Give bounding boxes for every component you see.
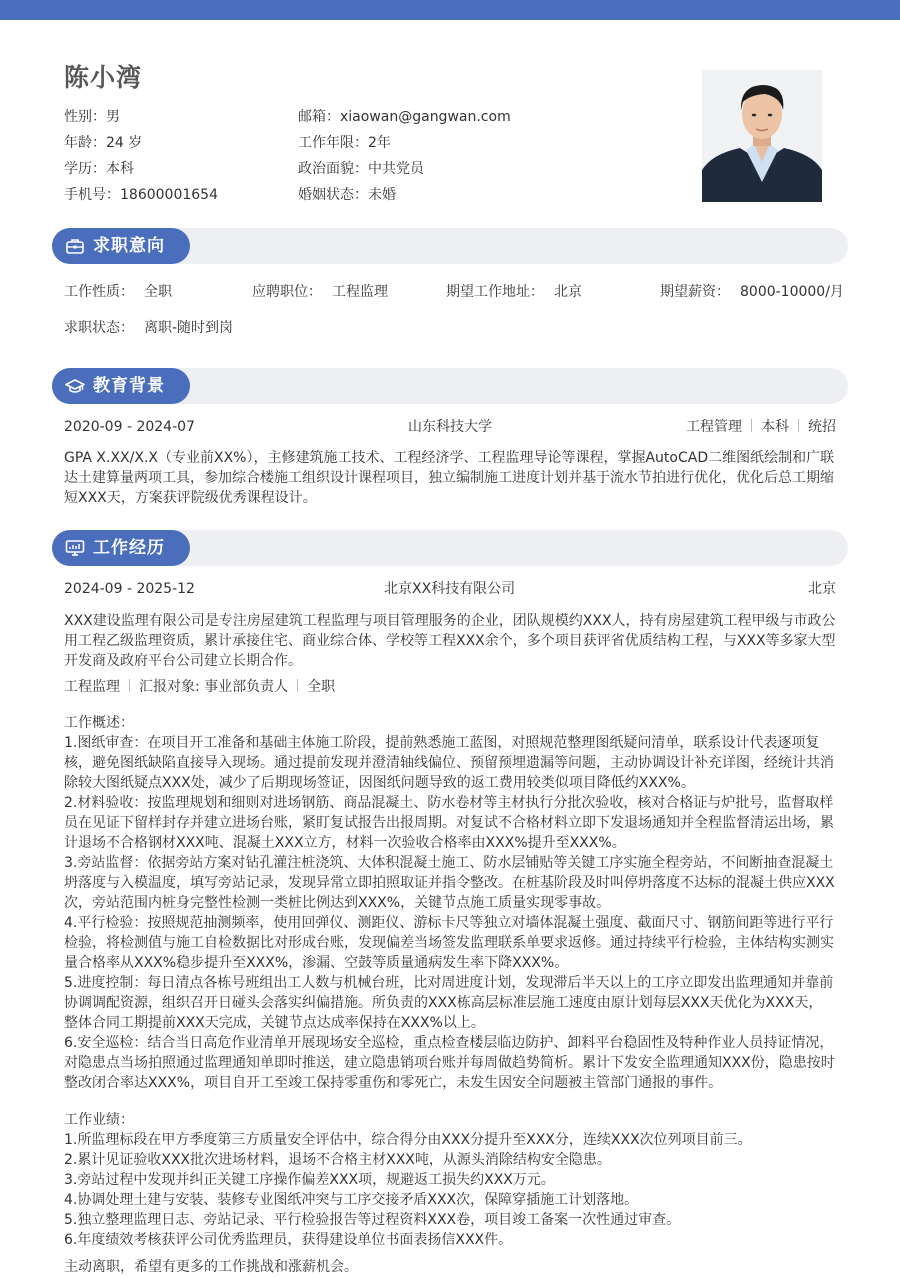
section-header-education [52,368,848,404]
divider [297,679,298,692]
education-description [64,448,836,508]
section-title: 求职意向 [93,236,165,256]
education-label: 学历： [64,161,106,177]
years-label: 工作年限： [298,135,368,151]
work-row [64,579,836,599]
info-row-3 [64,156,624,182]
position-value: 工程监理 [332,284,388,300]
leave-reason [64,1257,836,1277]
admission-type: 统招 [808,419,836,435]
years-value: 2年 [368,135,391,151]
education-tags [686,417,836,437]
phone-field [64,182,218,208]
personal-info [64,104,624,208]
email-field [298,104,511,130]
marital-label: 婚姻状态： [298,187,368,203]
years-field [298,130,391,156]
phone-value: 18600001654 [120,187,218,203]
marital-field [298,182,396,208]
company-description [64,611,836,671]
overview-item: 2.材料验收：按监理规划和细则对进场钢筋、商品混凝土、防水卷材等主材执行分批次验收，核对合格证与炉批号，监督取样员在见证下留样封存并建立进场台账，紧盯复试报告出报周期。对复试不合格材料立即下发退场通知并全程监督清运出场，累计退场不合格钢材XXX吨、混凝土XXX立方，材料一次验收合格率由XXX%提升至XXX%。 [64,795,834,851]
overview-item: 6.安全巡检：结合当日高危作业清单开展现场安全巡检，重点检查楼层临边防护、卸料平台稳固性及特种作业人员持证情况，对隐患点当场拍照通过监理通知单即时推送，建立隐患销项台账并每周做趋势简析。累计下发安全监理通知XXX份，隐患按时整改闭合率达XXX%，项目自开工至竣工保持零重伤和零死亡，未发生因安全问题被主管部门通报的事件。 [64,1035,835,1091]
education-description-text: GPA X.XX/X.X（专业前XX%），主修建筑施工技术、工程经济学、工程监理导论等课程，掌握AutoCAD二维图纸绘制和广联达土建算量两项工具，参加综合楼施工组织设计课程项目，独立编制施工进度计划并基于流水节拍进行优化，优化后总工期缩短XXX天，方案获评院级优秀课程设计。 [64,450,835,506]
overview-item: 5.进度控制：每日清点各栋号班组出工人数与机械台班，比对周进度计划，发现滞后半天以上的工序立即发出监理通知并靠前协调调配资源，组织召开日碰头会落实纠偏措施。所负责的XXX栋高层标准层施工速度由原计划每层XXX天优化为XXX天，整体合同工期提前XXX天完成，关键节点达成率保持在XXX%以上。 [64,975,834,1031]
location-label: 期望工作地址： [446,284,544,300]
work-city: 北京 [808,581,836,597]
achievement-item: 1.所监理标段在甲方季度第三方质量安全评估中，综合得分由XXX分提升至XXX分，连续XXX次位列项目前三。 [64,1132,752,1148]
profile-photo [702,70,822,202]
section-tab [52,530,190,566]
degree: 本科 [761,419,789,435]
job-intent-row-2 [64,318,836,338]
divider [798,419,799,432]
gender-value: 男 [106,109,120,125]
job-role: 工程监理 [64,679,120,695]
leave-reason-text: 主动离职，希望有更多的工作挑战和涨薪机会。 [64,1259,358,1275]
work-type-field [64,282,172,302]
section-title: 工作经历 [93,538,165,558]
info-row-4 [64,182,624,208]
phone-label: 手机号： [64,187,120,203]
position-label: 应聘职位： [252,284,322,300]
report-to: 汇报对象: 事业部负责人 [139,679,289,695]
school-name: 山东科技大学 [408,419,492,435]
age-field [64,130,142,156]
info-row-2 [64,130,624,156]
company-name: 北京XX科技有限公司 [384,581,516,597]
monitor-chart-icon [65,539,85,557]
major: 工程管理 [686,419,742,435]
position-field [252,282,388,302]
education-value: 本科 [106,161,134,177]
section-title: 教育背景 [93,376,165,396]
achievement-item: 3.旁站过程中发现并纠正关键工序操作偏差XXX项，规避返工损失约XXX万元。 [64,1172,555,1188]
divider [751,419,752,432]
work-type-label: 工作性质： [64,284,134,300]
work-overview [64,713,836,1093]
work-type-value: 全职 [144,284,172,300]
section-tab [52,368,190,404]
overview-title: 工作概述： [64,715,134,731]
overview-item: 4.平行检验：按照规范抽测频率，使用回弹仪、测距仪、游标卡尺等独立对墙体混凝土强度、截面尺寸、钢筋间距等进行平行检验，将检测值与施工自检数据比对形成台账，发现偏差当场签发监理联系单要求返修。通过持续平行检验，主体结构实测实量合格率从XXX%稳步提升至XXX%，渗漏、空鼓等质量通病发生率下降XXX%。 [64,915,834,971]
achievements-title: 工作业绩： [64,1112,134,1128]
info-row-1 [64,104,624,130]
job-type: 全职 [307,679,336,695]
education-field [64,156,134,182]
graduation-cap-icon [65,377,85,395]
salary-label: 期望薪资： [660,284,730,300]
work-achievements [64,1110,836,1250]
briefcase-icon [65,237,85,255]
section-header-job-intent [52,228,848,264]
section-header-work [52,530,848,566]
marital-value: 未婚 [368,187,396,203]
candidate-name: 陈小湾 [64,63,143,92]
achievement-item: 5.独立整理监理日志、旁站记录、平行检验报告等过程资料XXX卷，项目竣工备案一次性通过审查。 [64,1212,681,1228]
education-row [64,417,836,437]
job-status-value: 离职-随时到岗 [144,320,234,336]
top-accent-bar [0,0,900,20]
overview-item: 1.图纸审查：在项目开工准备和基础主体施工阶段，提前熟悉施工蓝图，对照规范整理图纸疑问清单，联系设计代表逐项复核，避免图纸缺陷直接导入现场。通过提前发现并澄清轴线偏位、预留预埋遗漏等问题，主动协调设计补充详图，经统计共消除较大图纸疑点XXX处，减少了后期现场签证，因图纸问题导致的返工费用较类似项目降低约XXX%。 [64,735,834,791]
overview-item: 3.旁站监督：依据旁站方案对钻孔灌注桩浇筑、大体积混凝土施工、防水层铺贴等关键工序实施全程旁站，不间断抽查混凝土坍落度与入模温度，填写旁站记录，发现异常立即拍照取证并指令整改。在桩基阶段及时叫停坍落度不达标的混凝土供应XXX次，旁站范围内桩身完整性检测一类桩比例达到XXX%，关键节点施工质量实现零事故。 [64,855,835,911]
education-period: 2020-09 - 2024-07 [64,419,195,435]
section-tab [52,228,190,264]
work-period: 2024-09 - 2025-12 [64,581,195,597]
age-value: 24 岁 [106,135,143,151]
achievement-item: 2.累计见证验收XXX批次进场材料，退场不合格主材XXX吨，从源头消除结构安全隐患。 [64,1152,611,1168]
location-field [446,282,582,302]
gender-field [64,104,120,130]
salary-field [660,282,844,302]
work-tags [64,677,836,697]
politics-value: 中共党员 [368,161,424,177]
politics-label: 政治面貌： [298,161,368,177]
age-label: 年龄： [64,135,106,151]
location-value: 北京 [554,284,582,300]
job-intent-row-1 [64,282,844,302]
salary-value: 8000-10000/月 [740,284,844,300]
achievement-item: 6.年度绩效考核获评公司优秀监理员，获得建设单位书面表扬信XXX件。 [64,1232,513,1248]
company-description-text: XXX建设监理有限公司是专注房屋建筑工程监理与项目管理服务的企业，团队规模约XXX人，持有房屋建筑工程甲级与市政公用工程乙级监理资质，累计承接住宅、商业综合体、学校等工程XXX余个，多个项目获评省优质结构工程，与XXX等多家大型开发商及政府平台公司建立长期合作。 [64,613,836,669]
politics-field [298,156,424,182]
divider [129,679,130,692]
job-status-label: 求职状态： [64,320,134,336]
email-value: xiaowan@gangwan.com [340,109,511,125]
gender-label: 性别： [64,109,106,125]
job-status-field [64,318,233,338]
achievement-item: 4.协调处理土建与安装、装修专业图纸冲突与工序交接矛盾XXX次，保障穿插施工计划落地。 [64,1192,639,1208]
email-label: 邮箱： [298,109,340,125]
